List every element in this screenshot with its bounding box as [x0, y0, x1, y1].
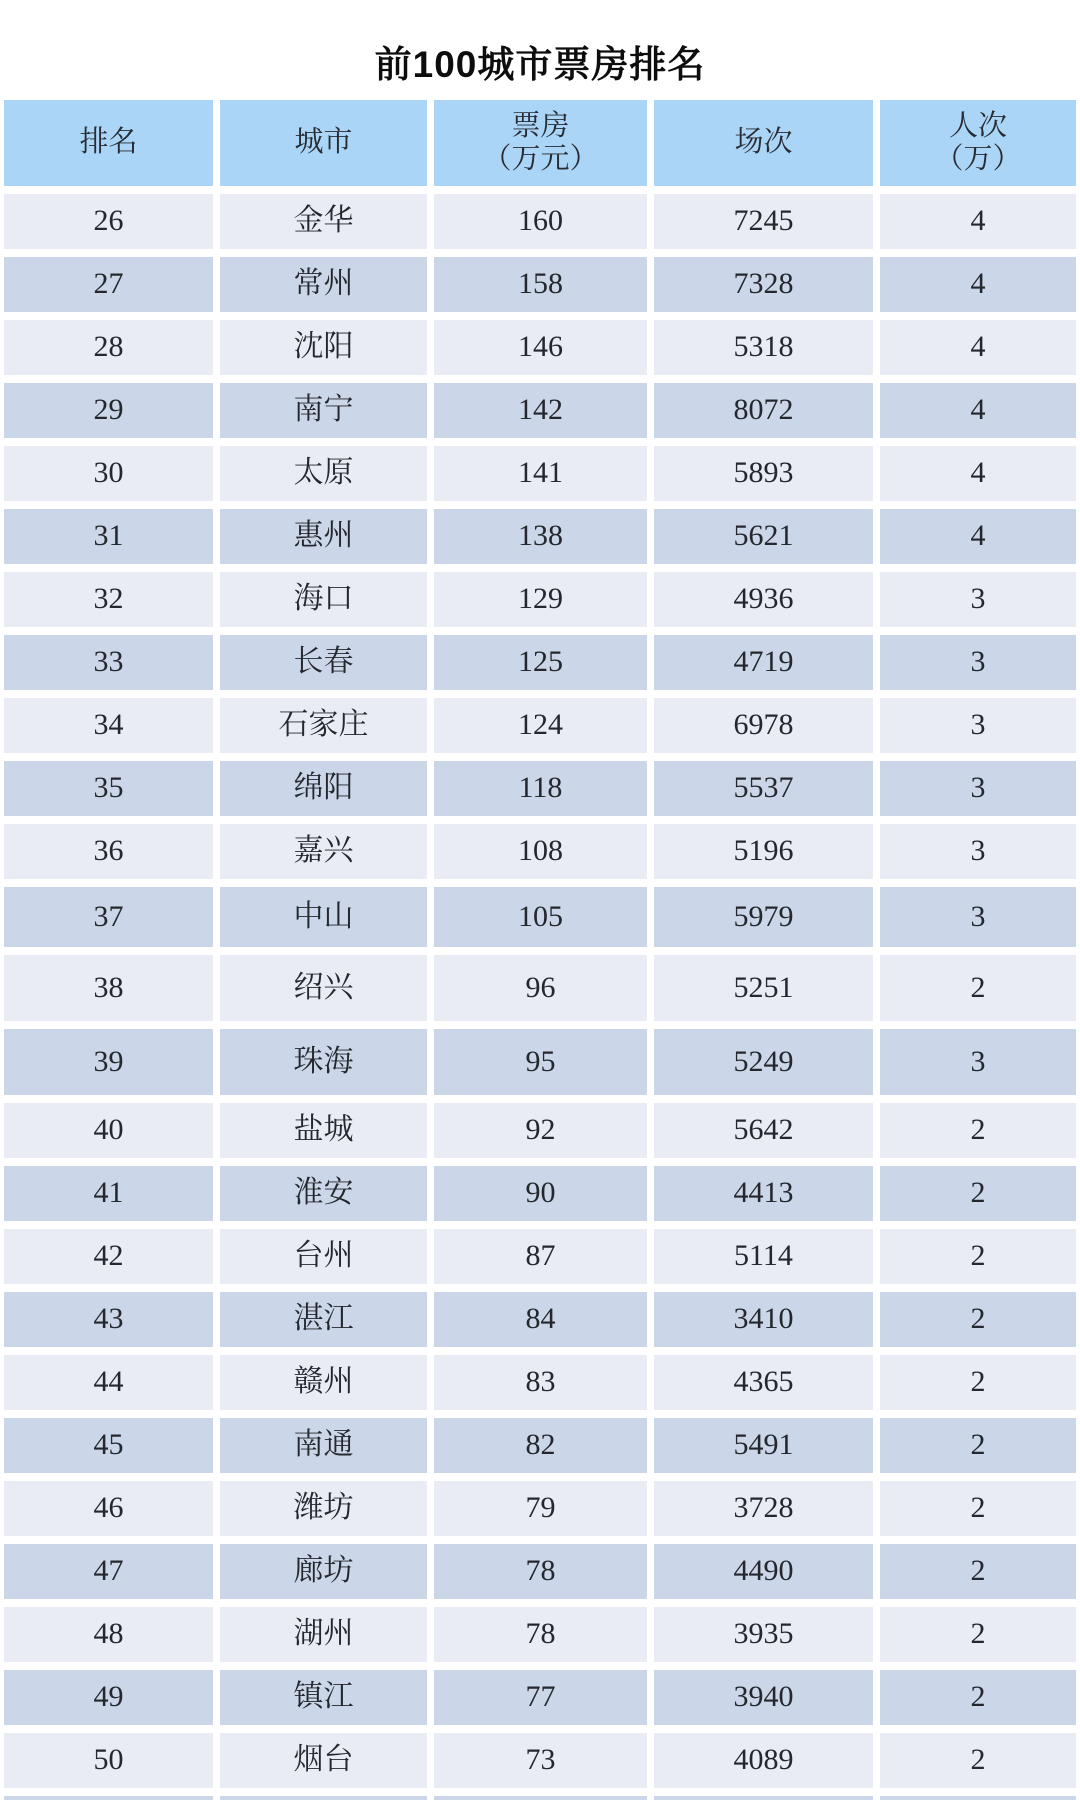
table-row	[4, 194, 1076, 249]
admissions-cell: 3	[880, 698, 1076, 753]
box-office-cell: 138	[434, 509, 647, 564]
city-cell: 湖州	[220, 1607, 427, 1662]
admissions-cell: 3	[880, 761, 1076, 816]
box-office-cell: 129	[434, 572, 647, 627]
table-row	[4, 1544, 1076, 1599]
sessions-cell: 5114	[654, 1229, 873, 1284]
rank-cell: 47	[4, 1544, 213, 1599]
rank-cell: 29	[4, 383, 213, 438]
header-label: 人次	[948, 109, 1007, 142]
rank-cell: 35	[4, 761, 213, 816]
city-cell: 淮安	[220, 1166, 427, 1221]
box-office-cell: 78	[434, 1544, 647, 1599]
admissions-cell: 4	[880, 320, 1076, 375]
admissions-cell: 2	[880, 1229, 1076, 1284]
admissions-cell: 3	[880, 824, 1076, 879]
rank-cell: 38	[4, 955, 213, 1021]
city-cell: 常州	[220, 257, 427, 312]
box-office-cell: 105	[434, 887, 647, 947]
city-cell: 廊坊	[220, 1544, 427, 1599]
rank-cell: 50	[4, 1733, 213, 1788]
sessions-cell: 3935	[654, 1607, 873, 1662]
city-cell: 太原	[220, 446, 427, 501]
sessions-cell: 5537	[654, 761, 873, 816]
city-cell: 嘉兴	[220, 824, 427, 879]
box-office-cell: 118	[434, 761, 647, 816]
sessions-cell: 5642	[654, 1103, 873, 1158]
city-cell: 绵阳	[220, 761, 427, 816]
box-office-cell: 90	[434, 1166, 647, 1221]
city-cell: 海口	[220, 572, 427, 627]
table-row	[4, 955, 1076, 1021]
city-cell: 潍坊	[220, 1481, 427, 1536]
admissions-cell: 4	[880, 257, 1076, 312]
sessions-cell: 8072	[654, 383, 873, 438]
table-row	[4, 1670, 1076, 1725]
city-cell: 南通	[220, 1418, 427, 1473]
rank-cell: 42	[4, 1229, 213, 1284]
header-sublabel: （万）	[934, 143, 1022, 175]
header-sublabel: （万元）	[482, 143, 599, 175]
admissions-cell: 2	[880, 1733, 1076, 1788]
sessions-cell: 6978	[654, 698, 873, 753]
rank-cell: 40	[4, 1103, 213, 1158]
header-label: 排名	[79, 126, 138, 159]
table-row	[4, 572, 1076, 627]
sessions-cell: 4719	[654, 635, 873, 690]
sessions-cell: 5318	[654, 320, 873, 375]
admissions-cell: 2	[880, 1355, 1076, 1410]
box-office-cell: 92	[434, 1103, 647, 1158]
rank-cell: 37	[4, 887, 213, 947]
rank-cell: 44	[4, 1355, 213, 1410]
rank-cell: 31	[4, 509, 213, 564]
table-body	[4, 194, 1076, 1788]
rank-cell: 39	[4, 1029, 213, 1095]
rank-cell: 34	[4, 698, 213, 753]
admissions-cell: 2	[880, 1670, 1076, 1725]
sessions-cell: 4936	[654, 572, 873, 627]
table-row	[4, 1418, 1076, 1473]
header-cell-box-office	[434, 100, 647, 186]
admissions-cell: 2	[880, 1607, 1076, 1662]
box-office-cell: 158	[434, 257, 647, 312]
box-office-cell	[434, 1796, 647, 1800]
table-row	[4, 446, 1076, 501]
admissions-cell	[880, 1796, 1076, 1800]
city-cell: 沈阳	[220, 320, 427, 375]
admissions-cell: 4	[880, 194, 1076, 249]
admissions-cell: 2	[880, 1544, 1076, 1599]
rank-cell: 26	[4, 194, 213, 249]
sessions-cell: 4089	[654, 1733, 873, 1788]
admissions-cell: 4	[880, 383, 1076, 438]
sessions-cell: 4365	[654, 1355, 873, 1410]
sessions-cell: 3940	[654, 1670, 873, 1725]
rank-cell: 48	[4, 1607, 213, 1662]
sessions-cell: 5893	[654, 446, 873, 501]
city-cell: 镇江	[220, 1670, 427, 1725]
city-cell: 绍兴	[220, 955, 427, 1021]
admissions-cell: 3	[880, 887, 1076, 947]
table-row	[4, 887, 1076, 947]
box-office-cell: 124	[434, 698, 647, 753]
header-label: 城市	[294, 126, 353, 159]
box-office-cell: 77	[434, 1670, 647, 1725]
box-office-cell: 141	[434, 446, 647, 501]
rank-cell: 36	[4, 824, 213, 879]
admissions-cell: 4	[880, 446, 1076, 501]
rank-cell: 43	[4, 1292, 213, 1347]
box-office-cell: 95	[434, 1029, 647, 1095]
sessions-cell: 7245	[654, 194, 873, 249]
city-cell: 珠海	[220, 1029, 427, 1095]
admissions-cell: 3	[880, 635, 1076, 690]
rank-cell: 30	[4, 446, 213, 501]
admissions-cell: 2	[880, 955, 1076, 1021]
box-office-cell: 73	[434, 1733, 647, 1788]
city-cell: 台州	[220, 1229, 427, 1284]
header-cell-sessions	[654, 100, 873, 186]
admissions-cell: 4	[880, 509, 1076, 564]
city-cell: 盐城	[220, 1103, 427, 1158]
rank-cell: 32	[4, 572, 213, 627]
city-cell: 中山	[220, 887, 427, 947]
box-office-cell: 96	[434, 955, 647, 1021]
box-office-cell: 142	[434, 383, 647, 438]
table-row	[4, 1481, 1076, 1536]
city-cell: 湛江	[220, 1292, 427, 1347]
city-cell	[220, 1796, 427, 1800]
header-cell-admissions	[880, 100, 1076, 186]
table-row	[4, 1292, 1076, 1347]
box-office-cell: 83	[434, 1355, 647, 1410]
admissions-cell: 2	[880, 1481, 1076, 1536]
city-cell: 赣州	[220, 1355, 427, 1410]
city-cell: 惠州	[220, 509, 427, 564]
sessions-cell: 4490	[654, 1544, 873, 1599]
table-row	[4, 1029, 1076, 1095]
table-row	[4, 320, 1076, 375]
rank-cell: 46	[4, 1481, 213, 1536]
sessions-cell: 3728	[654, 1481, 873, 1536]
admissions-cell: 2	[880, 1418, 1076, 1473]
city-cell: 金华	[220, 194, 427, 249]
admissions-cell: 2	[880, 1103, 1076, 1158]
header-cell-rank	[4, 100, 213, 186]
rank-cell: 28	[4, 320, 213, 375]
table-row	[4, 1103, 1076, 1158]
table-row	[4, 383, 1076, 438]
admissions-cell: 3	[880, 572, 1076, 627]
rank-cell: 41	[4, 1166, 213, 1221]
box-office-cell: 160	[434, 194, 647, 249]
ranking-table	[4, 100, 1076, 1800]
table-row	[4, 1607, 1076, 1662]
admissions-cell: 3	[880, 1029, 1076, 1095]
box-office-cell: 87	[434, 1229, 647, 1284]
city-cell: 石家庄	[220, 698, 427, 753]
table-row	[4, 1166, 1076, 1221]
box-office-cell: 84	[434, 1292, 647, 1347]
rank-cell: 27	[4, 257, 213, 312]
table-row	[4, 1355, 1076, 1410]
box-office-cell: 146	[434, 320, 647, 375]
sessions-cell: 5251	[654, 955, 873, 1021]
rank-cell: 45	[4, 1418, 213, 1473]
partial-next-row	[4, 1796, 1076, 1800]
rank-cell	[4, 1796, 213, 1800]
sessions-cell: 7328	[654, 257, 873, 312]
sessions-cell: 5196	[654, 824, 873, 879]
sessions-cell: 5491	[654, 1418, 873, 1473]
sessions-cell: 4413	[654, 1166, 873, 1221]
table-row	[4, 824, 1076, 879]
city-cell: 南宁	[220, 383, 427, 438]
box-office-cell: 82	[434, 1418, 647, 1473]
box-office-cell: 125	[434, 635, 647, 690]
header-label: 票房	[511, 109, 570, 142]
box-office-cell: 79	[434, 1481, 647, 1536]
table-row	[4, 698, 1076, 753]
table-row	[4, 257, 1076, 312]
page-title: 前100城市票房排名	[374, 44, 706, 85]
header-label: 场次	[734, 126, 793, 159]
rank-cell: 49	[4, 1670, 213, 1725]
box-office-cell: 78	[434, 1607, 647, 1662]
sessions-cell: 3410	[654, 1292, 873, 1347]
sessions-cell: 5621	[654, 509, 873, 564]
admissions-cell: 2	[880, 1292, 1076, 1347]
city-cell: 长春	[220, 635, 427, 690]
table-row	[4, 635, 1076, 690]
sessions-cell	[654, 1796, 873, 1800]
table-row	[4, 761, 1076, 816]
rank-cell: 33	[4, 635, 213, 690]
admissions-cell: 2	[880, 1166, 1076, 1221]
sessions-cell: 5979	[654, 887, 873, 947]
header-row	[4, 100, 1076, 186]
sessions-cell: 5249	[654, 1029, 873, 1095]
table-row	[4, 509, 1076, 564]
table-row	[4, 1733, 1076, 1788]
city-cell: 烟台	[220, 1733, 427, 1788]
table-row	[4, 1229, 1076, 1284]
box-office-cell: 108	[434, 824, 647, 879]
header-cell-city	[220, 100, 427, 186]
